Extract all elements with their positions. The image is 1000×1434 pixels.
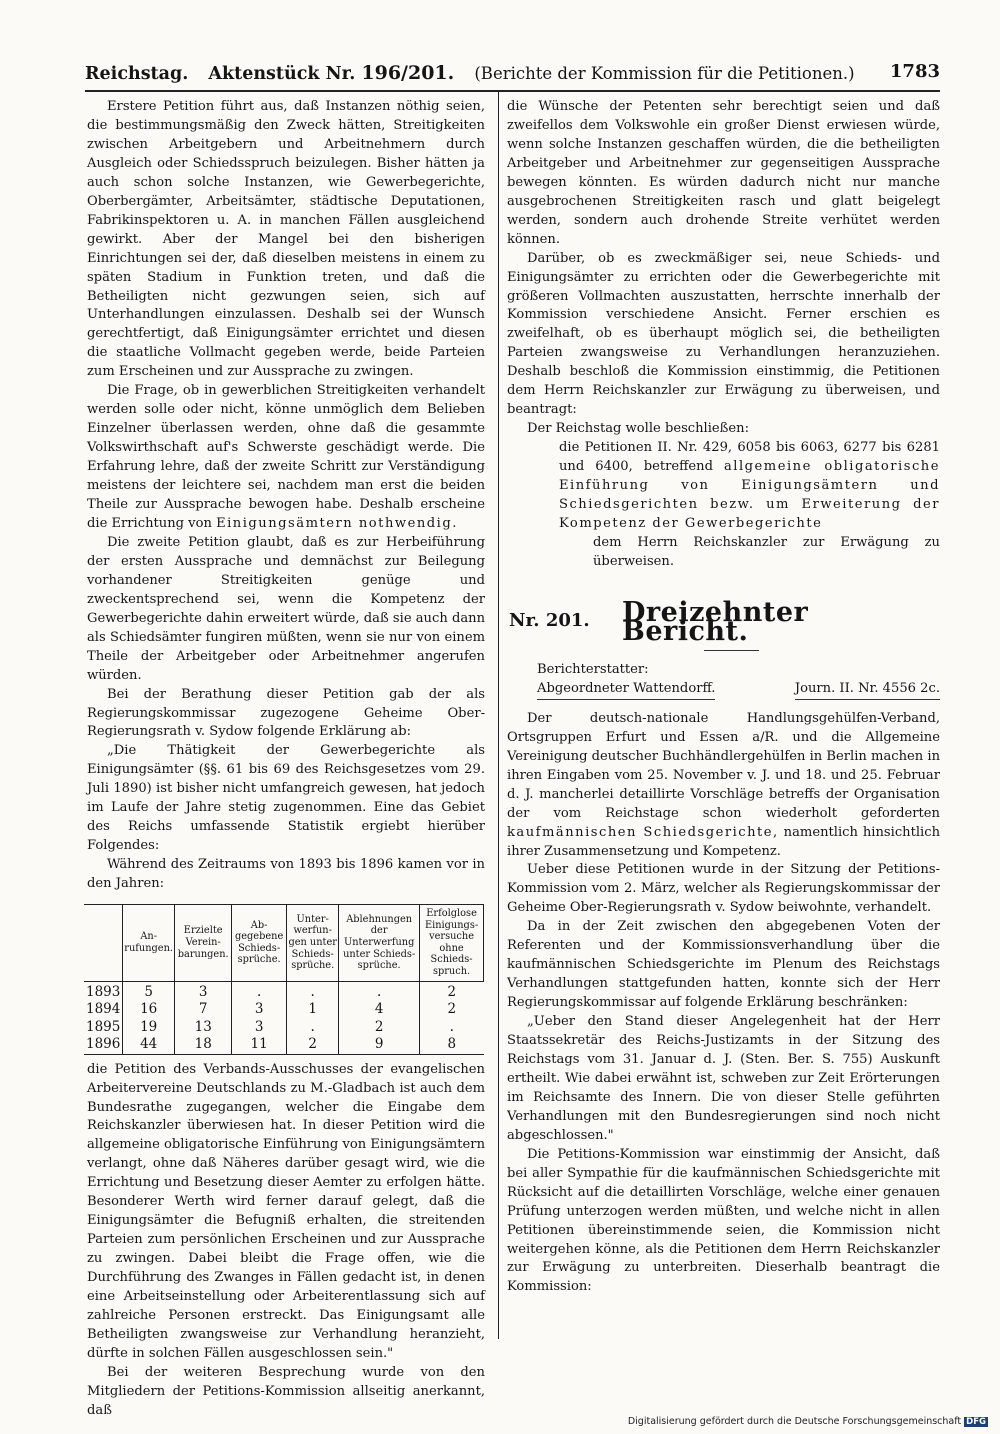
left-paragraph-2 (87, 382, 485, 534)
reporter-row (507, 680, 940, 702)
table-cell: 11 (232, 1036, 287, 1054)
report-heading (507, 596, 940, 648)
table-cell: . (339, 981, 420, 1001)
table-header-cell: Erfolglose Einigungs-versuche ohne Schieds-spruch. (420, 905, 484, 982)
table-year: 1895 (86, 1018, 121, 1035)
table-header-row (84, 905, 484, 982)
table-cell: 9 (339, 1036, 420, 1054)
header-left (85, 62, 855, 84)
report-number: Nr. 201. (509, 609, 590, 631)
left-paragraph-8: Bei der weiteren Besprechung wurde von den Mitgliedern der Petitions-Kommission allseitig anerkannt, daß (87, 1364, 485, 1418)
table-header-cell: Ablehnungen der Unterwerfung unter Schieds-sprüche. (339, 905, 420, 982)
right-paragraph-4 (507, 710, 940, 862)
table-cell: 4 (339, 1001, 420, 1019)
table-cell: 7 (175, 1001, 232, 1019)
heading-rule (704, 650, 759, 651)
table-cell: 44 (123, 1036, 175, 1054)
header-number: 196/201. (361, 62, 455, 84)
header-section: (Berichte der Kommission für die Petitionen.) (474, 64, 855, 83)
right-motion-text: die Petitionen II. Nr. 429, 6058 bis 6063, 6277 bis 6281 und 6400, betreffend (559, 440, 940, 475)
reporter-label: Berichterstatter: (537, 661, 649, 677)
table-cell: . (420, 1019, 484, 1037)
right-motion-intro: Der Reichstag wolle beschließen: (527, 421, 750, 437)
left-paragraph-3: Die zweite Petition glaubt, daß es zur Herbeiführung der ersten Aussprache und demnächst zur Beilegung vorhandener Streitigkeiten genüge und zweckentsprechend sei, wenn die Kompetenz der Gewerbegerichte dahin erweitert würde, daß sie auch dann als Schiedsämter fungiren müßten, wenn sie nur von einem Theile der Arbeitgeber oder Arbeitnehmer angerufen würden. (87, 534, 485, 683)
table-cell: 3 (232, 1019, 287, 1037)
page-header (85, 58, 940, 88)
header-reichstag: Reichstag. (85, 64, 189, 84)
table-cell: 5 (123, 981, 175, 1001)
table-header-year (84, 905, 123, 982)
table-row (84, 1036, 484, 1054)
right-paragraph-4-emphasis: kaufmännischen Schiedsgerichte, (507, 824, 779, 840)
table-cell: 3 (232, 1001, 287, 1019)
table-row (84, 1001, 484, 1019)
right-motion (559, 439, 940, 534)
table-cell: 1 (287, 1001, 339, 1019)
table-year: 1894 (86, 1001, 121, 1018)
right-paragraph-2: Darüber, ob es zweckmäßiger sei, neue Schieds- und Einigungsämter zu errichten oder die Gewerbegerichte mit größeren Vollmachten auszustatten, herrschte innerhalb der Kommission verschiedene Ansicht. Ferner erschien es zweifelhaft, ob es überhaupt möglich sei, die betheiligten Parteien zwangsweise zu Verhandlungen heranzuziehen. Deshalb beschloß die Kommission einstimmig, die Petitionen dem Herrn Reichskanzler zur Erwägung zu überweisen, und beantragt: (507, 250, 940, 418)
left-paragraph-2-text: Die Frage, ob in gewerblichen Streitigkeiten verhandelt werden solle oder nicht, könne unmöglich dem Belieben Einzelner überlassen werden, ohne daß die gesammte Volkswirthschaft auf's Schwerste geschädigt werde. Die Erfahrung lehre, daß der zweite Schritt zur Verständigung meistens der leichtere sei, nachdem man erst die beiden Theile zur Aussprache bewogen habe. Deshalb erscheine die Errichtung von (87, 383, 485, 531)
table-row (84, 981, 484, 1001)
right-paragraph-6: Da in der Zeit zwischen den abgegebenen Voten der Referenten und der Kommissionsverhandlung über die kaufmännischen Schiedsgerichte im Plenum des Reichstags Verhandlungen stattgefunden hatten, konnte sich der Herr Regierungskommissar auf folgende Erklärung beschränken: (507, 919, 940, 1011)
right-paragraph-5: Ueber diese Petitionen wurde in der Sitzung der Petitions-Kommission vom 2. März, welcher als Regierungskommissar der Geheime Ober-Regierungsrath v. Sydow beiwohnte, verhandelt. (507, 862, 940, 916)
right-column (507, 98, 940, 1297)
header-rule (85, 90, 940, 92)
table-header-cell: Erzielte Verein-barungen. (175, 905, 232, 982)
right-motion-emphasis: allgemeine obligatorische Einführung von Einigungsämtern und Schiedsgerichten bezw. um Erweiterung der Kompetenz der Gewerbegerichte (559, 459, 940, 531)
header-aktenstueck: Aktenstück Nr. (208, 64, 356, 84)
dfg-logo: DFG (966, 1417, 986, 1427)
table-row (84, 1019, 484, 1037)
journal-number: Journ. II. Nr. 4556 2c. (795, 680, 940, 700)
right-paragraph-1: die Wünsche der Petenten sehr berechtigt seien und daß zweifellos dem Volkswohle ein großer Dienst erwiesen würde, wenn solche Instanzen geschaffen würden, die die betheiligten Arbeitgeber und Arbeitnehmer zur gegenseitigen Aussprache bewegen könnten. Es würden dadurch nicht nur manche ausgebrochenen Streitigkeiten rasch und glatt beigelegt werden, sondern auch drohende Streite verhütet werden können. (507, 99, 940, 247)
table-cell: 18 (175, 1036, 232, 1054)
table-header-cell: Ab-gegebene Schieds-sprüche. (232, 905, 287, 982)
table-cell: 2 (339, 1019, 420, 1037)
page-number: 1783 (889, 61, 940, 82)
left-paragraph-7: die Petition des Verbands-Ausschusses der evangelischen Arbeitervereine Deutschlands zu M.-Gladbach ist auch dem Bundesrathe zugegangen, welcher die Eingabe dem Reichskanzler überwiesen hat. In dieser Petition wird die allgemeine obligatorische Einführung von Einigungsämtern verlangt, ohne daß Näheres darüber gesagt wird, wie die Errichtung und Besetzung dieser Aemter zu erfolgen hätte. Besonderer Werth wird ferner darauf gelegt, daß die Einigungsämter die Befugniß erhalten, die streitenden Parteien zum persönlichen Erscheinen und zur Aussprache zu zwingen. Dabei bleibt die Frage offen, wie die Durchführung des Zwanges in Fällen gedacht ist, in denen eine Arbeitseinstellung oder Arbeiterentlassung sich auf zahlreiche Personen erstreckt. Das Einigungsamt alle Betheiligten zwangsweise zur Verhandlung heranzieht, dürfte in solchen Fällen ausgeschlossen sein." (87, 1061, 485, 1361)
right-motion-end: dem Herrn Reichskanzler zur Erwägung zu überweisen. (593, 534, 940, 569)
table-year: 1896 (84, 1036, 123, 1054)
right-paragraph-4-end: namentlich hinsichtlich ihrer Zusammensetzung und Kompetenz. (507, 824, 940, 859)
table-year: 1893 (86, 983, 121, 1000)
right-quote: „Ueber den Stand dieser Angelegenheit hat der Herr Staatssekretär des Reichs-Justizamts in der Sitzung des Reichstags vom 31. Januar d. J. (Sten. Ber. S. 755) Auskunft ertheilt. Wie dabei erwähnt ist, schweben zur Zeit Erörterungen im Reichsamte des Innern. Die von dieser Stelle geführten Verhandlungen mit den Bundesregierungen sind noch nicht abgeschlossen." (507, 1014, 940, 1143)
right-paragraph-4-text: Der deutsch-nationale Handlungsgehülfen-Verband, Ortsgruppen Erfurt und Essen a/R. und die Allgemeine Vereinigung deutscher Buchhändlergehülfen in Berlin machen in ihren Eingaben vom 25. November v. J. und 18. und 25. Februar d. J. mancherlei detaillirte Vorschläge betreffs der Organisation der vom Reichstage schon wiederholt geforderten (507, 710, 940, 821)
table-cell: 19 (123, 1019, 175, 1037)
table-cell: 13 (175, 1019, 232, 1037)
report-title: Dreizehnter Bericht. (622, 596, 809, 647)
footer-credit (628, 1416, 988, 1427)
table-cell: . (287, 1019, 339, 1037)
left-paragraph-4: Bei der Berathung dieser Petition gab der als Regierungskommissar zugezogene Geheime Ober-Regierungsrath v. Sydow folgende Erklärung ab: (87, 686, 485, 740)
table-cell: 16 (123, 1001, 175, 1019)
table-cell: 3 (175, 981, 232, 1001)
table-cell: 2 (420, 1001, 484, 1019)
table-cell: . (232, 981, 287, 1001)
table-cell: 2 (420, 981, 484, 1001)
footer-text: Digitalisierung gefördert durch die Deutsche Forschungsgemeinschaft (627, 1416, 962, 1427)
left-column (87, 98, 485, 1421)
left-paragraph-1: Erstere Petition führt aus, daß Instanzen nöthig seien, die bestimmungsmäßig den Zweck hätten, Streitigkeiten zwischen Arbeitgebern und Arbeitnehmern durch Ausgleich oder Schiedsspruch beizulegen. Bisher hätten ja auch schon solche Instanzen, wie Gewerbegerichte, Oberbergämter, Arbeitsämter, städtische Deputationen, Fabrikinspektoren u. A. in manchen Fällen ausgleichend gewirkt. Aber der Mangel bei den bisherigen Einrichtungen sei der, daß dieselben meistens in einem zu späten Stadium in Funktion treten, und daß die Betheiligten nicht gezwungen seien, sich auf Unterhandlungen einzulassen. Deshalb sei der Wunsch gerechtfertigt, daß Einigungsämter errichtet und diesen die staatliche Vollmacht gegeben werde, beide Parteien zum Erscheinen und zur Aussprache zu zwingen. (87, 99, 485, 380)
table-cell: 2 (287, 1036, 339, 1054)
table-header-cell: An-rufungen. (123, 905, 175, 982)
table-cell: . (287, 981, 339, 1001)
column-divider (498, 92, 499, 1339)
left-paragraph-2-emphasis: Einigungsämtern nothwendig. (216, 515, 458, 531)
right-paragraph-8: Die Petitions-Kommission war einstimmig der Ansicht, daß bei aller Sympathie für die kaufmännischen Schiedsgerichte mit Rücksicht auf die detaillirten Vorschläge, welche einer genauen Prüfung unterzogen werden müßten, und welche nicht in allen Petitionen übereinstimmende seien, die Kommission nicht weitergehen könne, als die Petitionen dem Herrn Reichskanzler zur Erwägung zu unterbreiten. Dieserhalb beantragt die Kommission: (507, 1146, 940, 1295)
table-header-cell: Unter-werfun-gen unter Schieds-sprüche. (287, 905, 339, 982)
statistics-table (84, 904, 484, 1055)
left-paragraph-6: Während des Zeitraums von 1893 bis 1896 kamen vor in den Jahren: (87, 857, 485, 892)
reporter-name: Abgeordneter Wattendorff. (537, 680, 715, 700)
left-quote: „Die Thätigkeit der Gewerbegerichte als Einigungsämter (§§. 61 bis 69 des Reichsgesetzes vom 29. Juli 1890) ist bisher nicht umfangreich gewesen, hat jedoch im Laufe der Jahre stetig zugenommen. Eine das Gebiet des Reichs umfassende Statistik ergiebt hierüber Folgendes: (87, 743, 485, 854)
table-cell: 8 (420, 1036, 484, 1054)
